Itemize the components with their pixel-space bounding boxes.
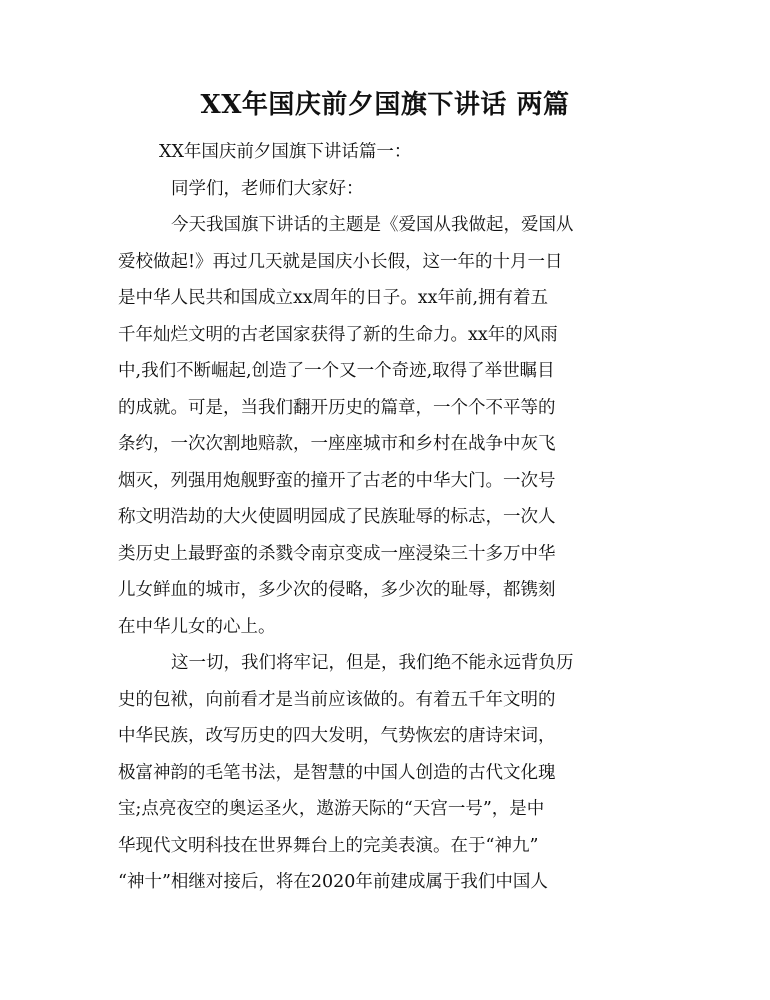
- paragraph-line: 这一切，我们将牢记，但是，我们绝不能永远背负历: [171, 653, 574, 673]
- paragraph-line: 爱校做起!》再过几天就是国庆小长假，这一年的十月一日: [118, 251, 563, 272]
- section-heading: XX年国庆前夕国旗下讲话篇一：: [159, 142, 412, 162]
- paragraph-line: 宝;点亮夜空的奥运圣火，遨游天际的“天宫一号”，是中: [118, 799, 545, 819]
- paragraph-2: [118, 645, 652, 901]
- paragraph-line: 极富神韵的毛笔书法，是智慧的中国人创造的古代文化瑰: [118, 762, 556, 783]
- paragraph-line: 史的包袱，向前看才是当前应该做的。有着五千年文明的: [118, 689, 556, 710]
- paragraph-line: 华现代文明科技在世界舞台上的完美表演。在于“神九”: [118, 835, 539, 856]
- paragraph-1: [118, 207, 652, 645]
- paragraph-line: 千年灿烂文明的古老国家获得了新的生命力。xx年的风雨: [118, 324, 558, 345]
- paragraph-line: 的成就。可是，当我们翻开历史的篇章，一个个不平等的: [118, 397, 556, 418]
- paragraph-line: 中,我们不断崛起,创造了一个又一个奇迹,取得了举世瞩目: [118, 361, 555, 381]
- paragraph-line: 条约，一次次割地赔款，一座座城市和乡村在战争中灰飞: [118, 434, 556, 454]
- paragraph-line: 烟灭，列强用炮舰野蛮的撞开了古老的中华大门。一次号: [118, 470, 556, 491]
- document-title: XX年国庆前夕国旗下讲话 两篇: [200, 90, 570, 120]
- paragraph-line: 称文明浩劫的大火使圆明园成了民族耻辱的标志，一次人: [118, 507, 556, 527]
- greeting-line: 同学们，老师们大家好：: [171, 178, 364, 199]
- paragraph-line: 中华民族，改写历史的四大发明，气势恢宏的唐诗宋词，: [118, 726, 556, 746]
- paragraph-line: 类历史上最野蛮的杀戮令南京变成一座浸染三十多万中华: [118, 543, 556, 564]
- paragraph-line: 儿女鲜血的城市，多少次的侵略，多少次的耻辱，都镌刻: [118, 580, 556, 600]
- paragraph-line: 是中华人民共和国成立xx周年的日子。xx年前,拥有着五: [118, 288, 549, 308]
- paragraph-line: 今天我国旗下讲话的主题是《爱国从我做起，爱国从: [171, 215, 574, 235]
- paragraph-line: “神十”相继对接后，将在2020年前建成属于我们中国人: [118, 872, 548, 892]
- paragraph-line: 在中华儿女的心上。: [118, 616, 276, 637]
